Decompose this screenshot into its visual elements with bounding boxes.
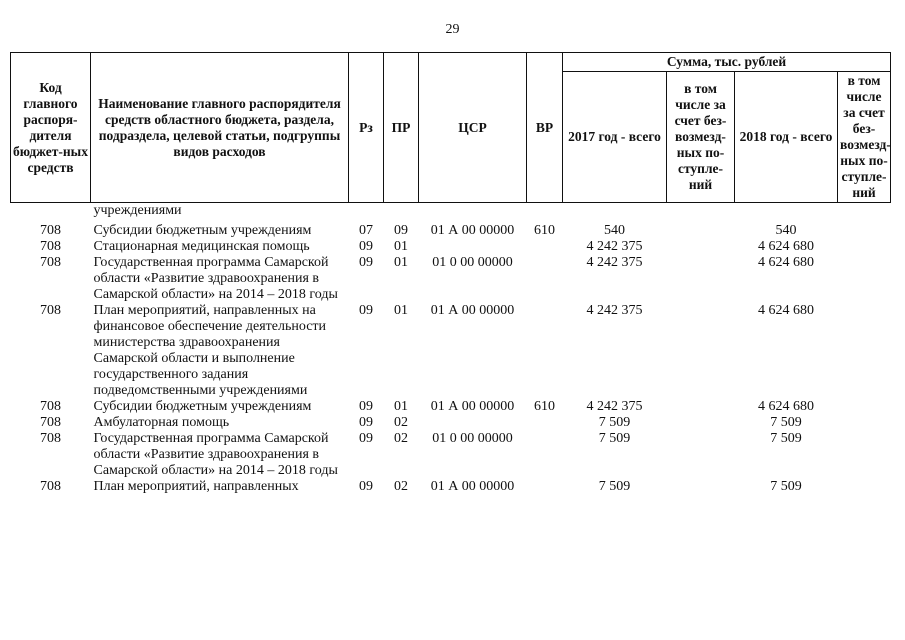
- cell-2018-nonrepayable: [838, 479, 891, 495]
- cell-2017-nonrepayable: [667, 431, 735, 479]
- cell-csr: [419, 239, 527, 255]
- cell-2018: 540: [775, 223, 797, 238]
- cell-code: 708: [40, 399, 61, 414]
- cell-rz: 09: [359, 479, 373, 494]
- cell-2018: 7 509: [770, 431, 802, 446]
- cell-2017-nonrepayable: [667, 479, 735, 495]
- cell-csr: 01 А 00 00000: [430, 223, 515, 238]
- cell-2017: 7 509: [598, 479, 631, 494]
- cell-vr: [527, 431, 563, 479]
- continuation-text: учреждениями: [93, 203, 182, 218]
- table-row: [11, 399, 891, 415]
- cell-2017-nonrepayable: [667, 239, 735, 255]
- header-code: Код главного распоря-дителя бюджет-ных средств: [11, 53, 91, 203]
- cell-2017-nonrepayable: [667, 255, 735, 303]
- table-row: [11, 223, 891, 239]
- cell-code: 708: [40, 239, 61, 254]
- cell-rz: 09: [359, 303, 373, 318]
- cell-2017: 4 242 375: [586, 239, 643, 254]
- budget-table: [10, 52, 891, 495]
- table-row: [11, 255, 891, 303]
- cell-pr: 09: [394, 223, 408, 238]
- cell-2018-nonrepayable: [838, 239, 891, 255]
- cell-2017-nonrepayable: [667, 415, 735, 431]
- header-pr: ПР: [384, 53, 419, 203]
- cell-pr: 01: [394, 399, 408, 414]
- header-2017-nonrepayable: в том числе за счет без-возмезд-ных по-ступле-ний: [667, 72, 735, 203]
- cell-rz: 09: [359, 431, 373, 446]
- cell-name: Амбулаторная помощь: [93, 415, 230, 430]
- cell-csr: 01 0 00 00000: [432, 255, 513, 270]
- cell-vr: [527, 255, 563, 303]
- cell-vr: [527, 303, 563, 399]
- cell-csr: 01 А 00 00000: [430, 399, 515, 414]
- table-row: [11, 239, 891, 255]
- cell-2018: 7 509: [770, 415, 802, 430]
- continuation-row: [11, 203, 891, 220]
- cell-2017: 7 509: [598, 415, 631, 430]
- header-rz: Рз: [349, 53, 384, 203]
- cell-rz: 09: [359, 415, 373, 430]
- page-number: 29: [445, 22, 460, 37]
- header-2017-total: 2017 год - всего: [563, 72, 667, 203]
- cell-vr: [527, 415, 563, 431]
- cell-2017: 4 242 375: [586, 303, 643, 318]
- cell-pr: 01: [394, 303, 408, 318]
- cell-2018-nonrepayable: [838, 303, 891, 399]
- cell-2017: 4 242 375: [586, 255, 643, 270]
- cell-name: Государственная программа Самарской области «Развитие здравоохранения в Самарской области» на 2014 – 2018 годы: [93, 255, 338, 302]
- cell-2017-nonrepayable: [667, 399, 735, 415]
- cell-code: 708: [40, 223, 61, 238]
- cell-name: Субсидии бюджетным учреждениям: [93, 223, 312, 238]
- header-vr: ВР: [527, 53, 563, 203]
- cell-name: План мероприятий, направленных: [93, 479, 299, 494]
- cell-vr: 610: [534, 223, 555, 238]
- cell-pr: 01: [394, 255, 408, 270]
- header-csr: ЦСР: [419, 53, 527, 203]
- table-header: [11, 53, 891, 203]
- table-row: [11, 479, 891, 495]
- cell-vr: 610: [534, 399, 555, 414]
- cell-name: Субсидии бюджетным учреждениям: [93, 399, 312, 414]
- header-2018-total: 2018 год - всего: [735, 72, 838, 203]
- table-row: [11, 415, 891, 431]
- cell-2018: 7 509: [770, 479, 802, 494]
- cell-vr: [527, 479, 563, 495]
- header-sum-group: Сумма, тыс. рублей: [563, 53, 891, 72]
- cell-csr: [419, 415, 527, 431]
- cell-csr: 01 А 00 00000: [430, 479, 515, 494]
- cell-vr: [527, 239, 563, 255]
- cell-2017-nonrepayable: [667, 303, 735, 399]
- cell-2018-nonrepayable: [838, 415, 891, 431]
- table-body: [11, 203, 891, 496]
- cell-pr: 01: [394, 239, 408, 254]
- cell-code: 708: [40, 415, 61, 430]
- cell-rz: 09: [359, 239, 373, 254]
- cell-name: Стационарная медицинская помощь: [93, 239, 310, 254]
- cell-2018-nonrepayable: [838, 255, 891, 303]
- cell-pr: 02: [394, 479, 408, 494]
- cell-2017: 540: [604, 223, 625, 238]
- cell-name: План мероприятий, направленных на финансовое обеспечение деятельности министерства здравоохранения Самарской области и выполнение государственного задания подведомственными учреждениями: [93, 303, 327, 398]
- cell-pr: 02: [394, 431, 408, 446]
- table-row: [11, 431, 891, 479]
- cell-code: 708: [40, 479, 61, 494]
- table-row: [11, 303, 891, 399]
- cell-code: 708: [40, 303, 61, 318]
- cell-rz: 09: [359, 255, 373, 270]
- cell-2017: 7 509: [598, 431, 631, 446]
- cell-code: 708: [40, 255, 61, 270]
- cell-2017-nonrepayable: [667, 223, 735, 239]
- header-name: Наименование главного распорядителя средств областного бюджета, раздела, подраздела, целевой статьи, подгруппы видов расходов: [91, 53, 349, 203]
- cell-2018-nonrepayable: [838, 223, 891, 239]
- cell-2017: 4 242 375: [586, 399, 643, 414]
- cell-2018-nonrepayable: [838, 431, 891, 479]
- cell-2018-nonrepayable: [838, 399, 891, 415]
- header-2018-nonrepayable: в том числе за счет без-возмезд-ных по-ступле-ний: [838, 72, 891, 203]
- cell-2018: 4 624 680: [758, 255, 814, 270]
- cell-2018: 4 624 680: [758, 399, 814, 414]
- cell-rz: 09: [359, 399, 373, 414]
- cell-csr: 01 0 00 00000: [432, 431, 513, 446]
- cell-2018: 4 624 680: [758, 239, 814, 254]
- cell-code: 708: [40, 431, 61, 446]
- cell-pr: 02: [394, 415, 408, 430]
- cell-2018: 4 624 680: [758, 303, 814, 318]
- cell-rz: 07: [359, 223, 373, 238]
- cell-csr: 01 А 00 00000: [430, 303, 515, 318]
- cell-name: Государственная программа Самарской области «Развитие здравоохранения в Самарской области» на 2014 – 2018 годы: [93, 431, 338, 478]
